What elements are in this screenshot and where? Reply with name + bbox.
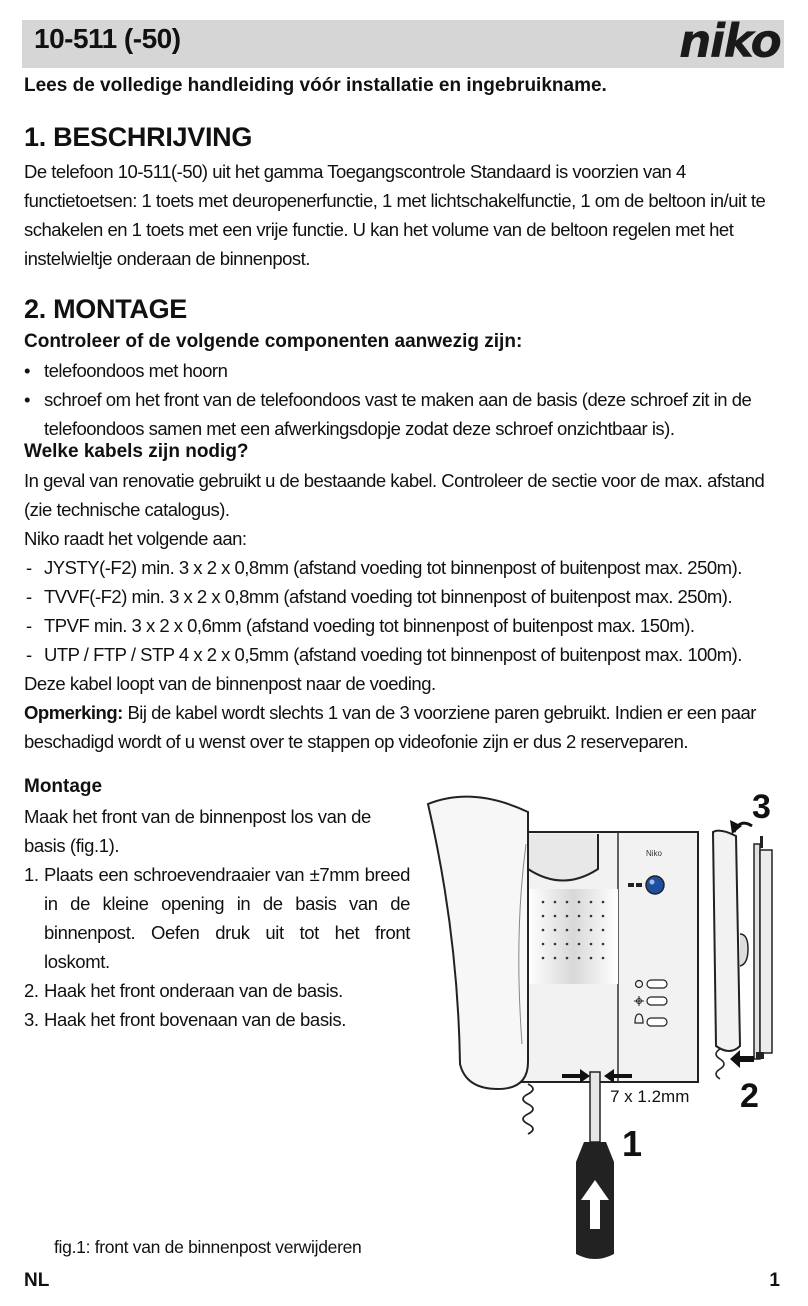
step-item [24, 976, 410, 1005]
page-number: 1 [769, 1270, 780, 1291]
step-text: Plaats een schroevendraaier van ±7mm breed in de kleine opening in de basis van de binnenpost. Oefen druk uit tot het front loskomt. [44, 864, 410, 972]
list-item: • telefoondoos met hoorn [24, 356, 786, 385]
note [24, 698, 786, 756]
callout-1: 1 [622, 1123, 643, 1164]
components-list [24, 356, 786, 443]
montage-intro: Maak het front van de binnenpost los van de basis (fig.1). [24, 806, 371, 856]
language-code: NL [24, 1270, 50, 1291]
cables-intro: In geval van renovatie gebruikt u de bestaande kabel. Controleer de sectie voor de max. afstand (zie technische catalogus). [24, 470, 765, 520]
cable-item: - TVVF(-F2) min. 3 x 2 x 0,8mm (afstand voeding tot binnenpost of buitenpost max. 250m). [24, 582, 786, 611]
step-text: Haak het front onderaan van de basis. [44, 980, 343, 1001]
step-item [24, 1005, 410, 1034]
intercom-base [503, 832, 698, 1082]
cables-route: Deze kabel loopt van de binnenpost naar de voeding. [24, 673, 436, 694]
step-number: 1. [24, 864, 39, 885]
components-heading: Controleer of de volgende componenten aanwezig zijn: [24, 331, 523, 352]
coiled-cord [523, 1084, 533, 1134]
step-item [24, 860, 410, 976]
document-code: 10-511 (-50) [34, 23, 181, 54]
figure-caption: fig.1: front van de binnenpost verwijderen [54, 1237, 362, 1257]
intercom-illustration [418, 784, 788, 1264]
cable-item: - TPVF min. 3 x 2 x 0,6mm (afstand voeding tot binnenpost of buitenpost max. 150m). [24, 611, 786, 640]
montage-heading: Montage [24, 776, 103, 797]
cable-item: - JYSTY(-F2) min. 3 x 2 x 0,8mm (afstand voeding tot binnenpost of buitenpost max. 250m). [24, 553, 786, 582]
arrow-left-icon [730, 1050, 754, 1068]
section-1-title: 1. BESCHRIJVING [24, 122, 253, 152]
cable-item: - UTP / FTP / STP 4 x 2 x 0,5mm (afstand voeding tot binnenpost of buitenpost max. 100m). [24, 640, 786, 669]
side-view-base [754, 836, 772, 1059]
note-label: Opmerking: [24, 702, 123, 723]
section-1-text [24, 157, 786, 273]
cables-advice: Niko raadt het volgende aan: [24, 528, 247, 549]
callout-3: 3 [752, 788, 771, 826]
step-number: 3. [24, 1009, 39, 1030]
description-paragraph: De telefoon 10-511(-50) uit het gamma Toegangscontrole Standaard is voorzien van 4 functietoetsen: 1 toets met deuropenerfunctie, 1 met lichtschakelfunctie, 1 om de beltoon in/uit te schakelen en 1 toets met een vrije functie. U kan het volume van de beltoon regelen met het instelwieltje onderaan de binnenpost. [24, 161, 766, 269]
intro-notice: Lees de volledige handleiding vóór installatie en ingebruikname. [24, 75, 607, 96]
section-2-title: 2. MONTAGE [24, 294, 188, 324]
montage-instructions [24, 802, 410, 1034]
cables-heading: Welke kabels zijn nodig? [24, 441, 249, 462]
device-label: Niko [646, 849, 663, 858]
list-item: • schroef om het front van de telefoondoos vast te maken aan de basis (deze schroef zit in de telefoondoos samen met een afwerkingsdopje zodat deze schroef onzichtbaar is). [24, 385, 786, 443]
dimension-label: 7 x 1.2mm [610, 1087, 690, 1106]
note-text: Bij de kabel wordt slechts 1 van de 3 voorziene paren gebruikt. Indien er een paar beschadigd wordt of u wenst over te stappen op videofonie zijn er dus 2 reserveparen. [24, 702, 756, 752]
screwdriver [576, 1072, 614, 1259]
door-button-icon [646, 876, 664, 894]
step-number: 2. [24, 980, 39, 1001]
handset [428, 797, 528, 1089]
side-view-front [713, 831, 748, 1079]
cables-section [24, 466, 786, 756]
niko-logo: niko [678, 14, 780, 68]
step-text: Haak het front bovenaan van de basis. [44, 1009, 346, 1030]
callout-2: 2 [740, 1077, 759, 1115]
